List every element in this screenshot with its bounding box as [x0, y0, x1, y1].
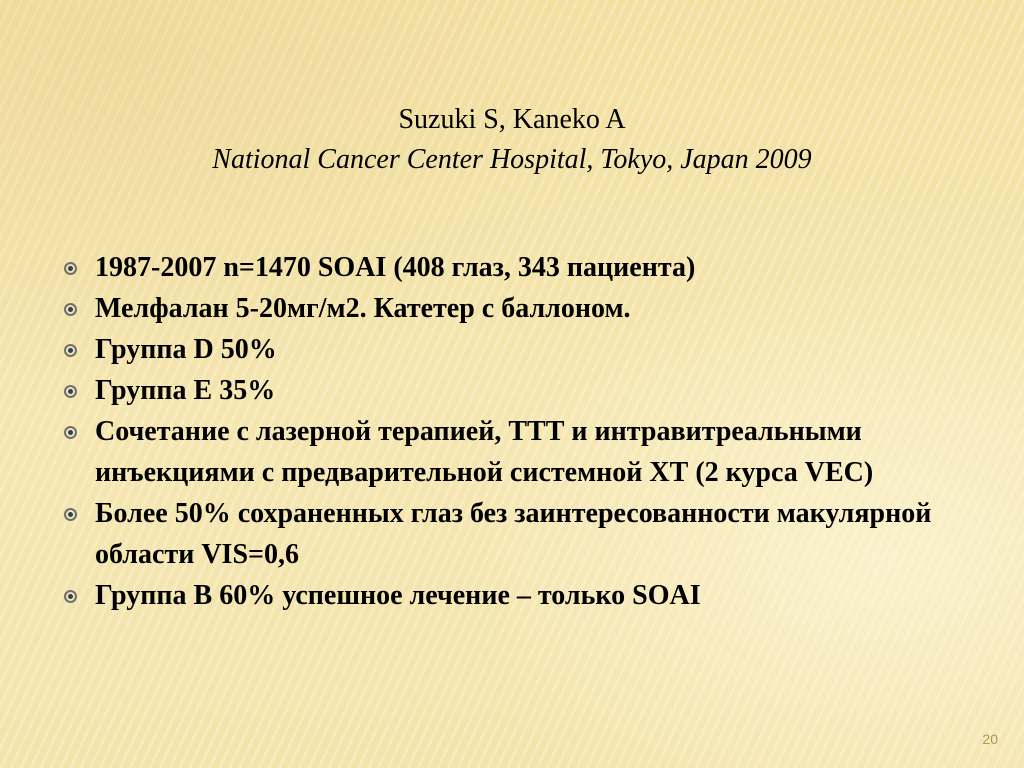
bullet-item [62, 411, 962, 493]
bullet-text: 1987-2007 n=1470 SOAI (408 глаз, 343 пациента) [95, 252, 696, 283]
bullet-item [62, 247, 962, 288]
bullet-item [62, 329, 962, 370]
bullet-item [62, 493, 962, 575]
page-number: 20 [982, 731, 998, 747]
bullet-text: Группа E 35% [95, 375, 276, 406]
circle-dot-icon [64, 344, 77, 357]
bullet-text: Группа В 60% успешное лечение – только SOAI [95, 580, 701, 611]
circle-dot-icon [64, 262, 77, 275]
bullet-item [62, 370, 962, 411]
title-authors: Suzuki S, Kaneko A [398, 104, 626, 135]
circle-dot-icon [64, 508, 77, 521]
bullet-text: Сочетание с лазерной терапией, ТТТ и интравитреальными инъекциями с предварительной системной ХТ (2 курса VEC) [95, 416, 874, 488]
circle-dot-icon [64, 426, 77, 439]
bullet-item [62, 575, 962, 616]
bullet-item [62, 288, 962, 329]
bullet-text: Мелфалан 5-20мг/м2. Катетер с баллоном. [95, 293, 631, 324]
bullet-text: Более 50% сохраненных глаз без заинтересованности макулярной области VIS=0,6 [95, 498, 932, 570]
slide-title [0, 100, 1024, 180]
circle-dot-icon [64, 590, 77, 603]
title-affiliation: National Cancer Center Hospital, Tokyo, Japan 2009 [212, 144, 812, 175]
bullet-text: Группа D 50% [95, 334, 277, 365]
circle-dot-icon [64, 303, 77, 316]
circle-dot-icon [64, 385, 77, 398]
bullet-list [62, 247, 962, 616]
